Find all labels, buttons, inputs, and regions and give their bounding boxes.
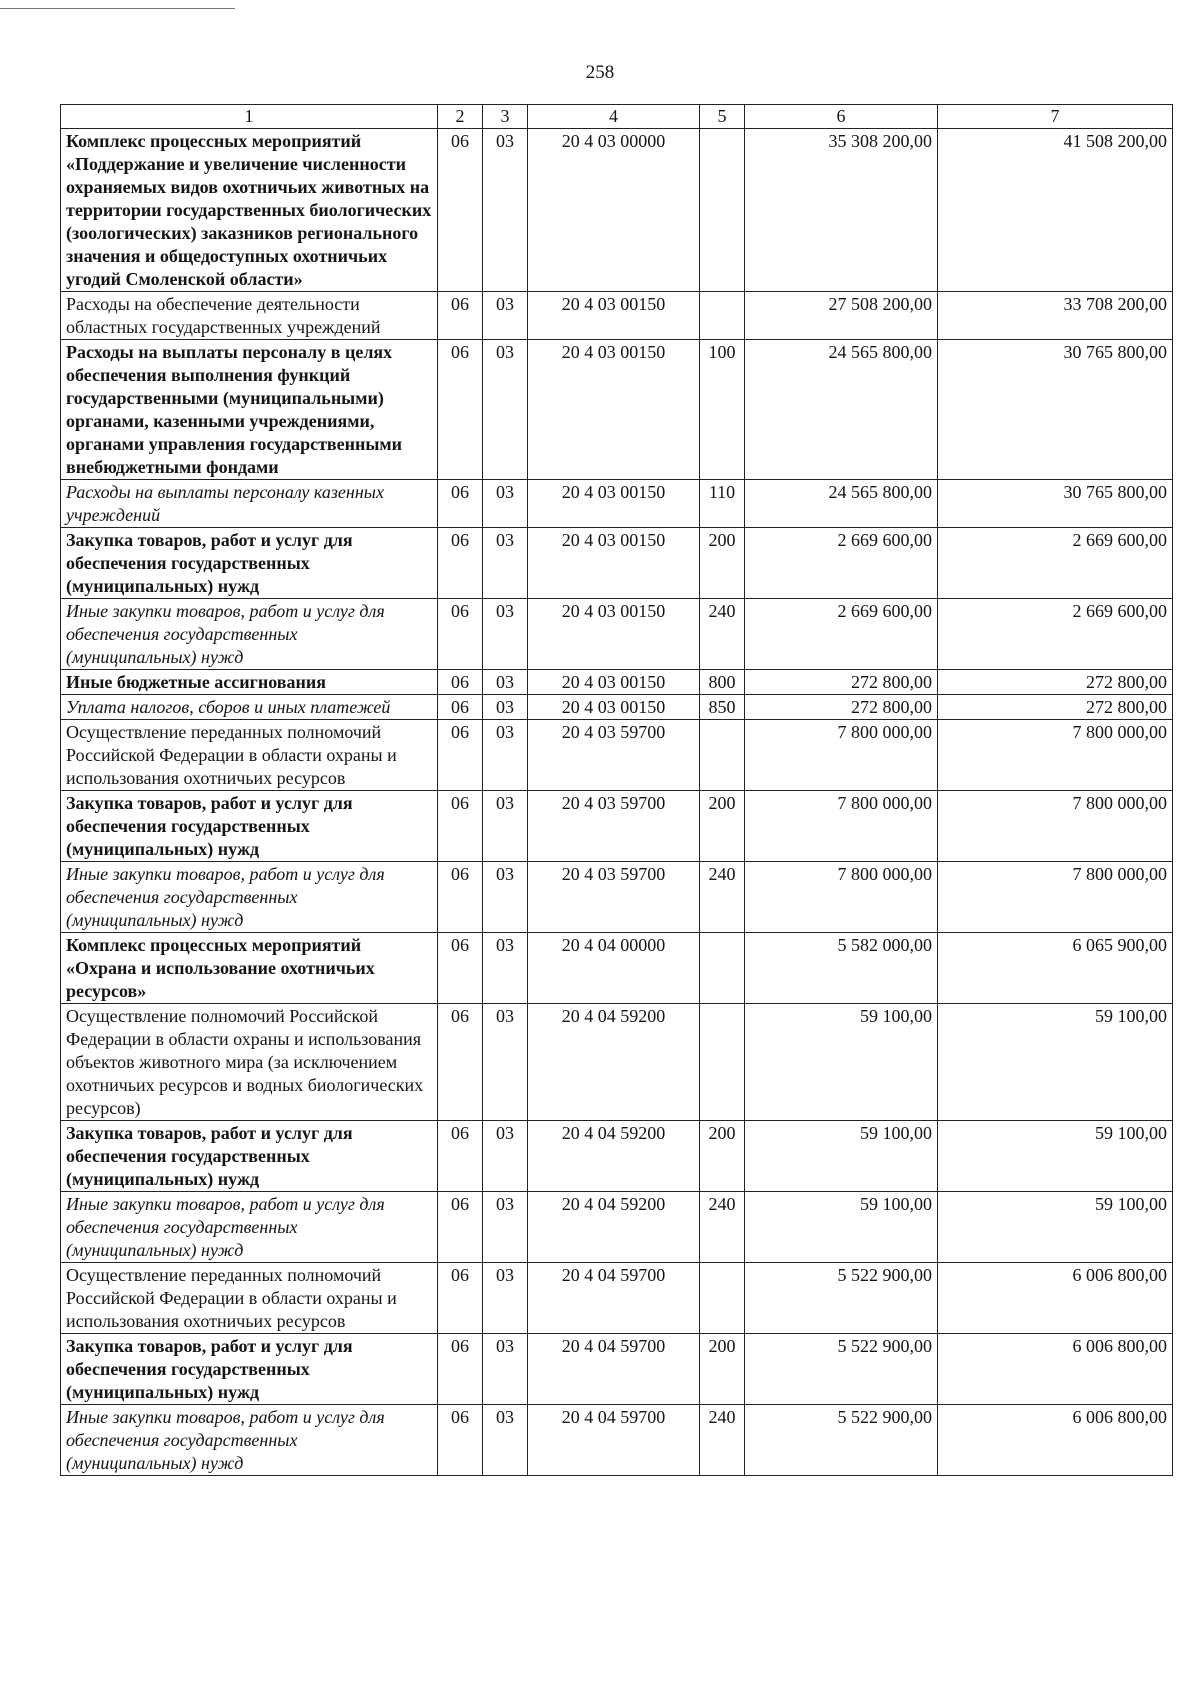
row-description: Расходы на выплаты персоналу казенных учреждений — [61, 480, 438, 528]
table-row — [61, 292, 1173, 340]
subsection-code: 03 — [483, 670, 528, 695]
column-header: 2 — [438, 105, 483, 129]
section-code: 06 — [438, 670, 483, 695]
subsection-code: 03 — [483, 720, 528, 791]
column-header: 3 — [483, 105, 528, 129]
target-article-code: 20 4 04 59200 — [528, 1004, 700, 1121]
target-article-code: 20 4 03 00150 — [528, 599, 700, 670]
target-article-code: 20 4 04 59700 — [528, 1263, 700, 1334]
table-row — [61, 599, 1173, 670]
amount-year-2: 272 800,00 — [938, 670, 1173, 695]
section-code: 06 — [438, 528, 483, 599]
row-description: Осуществление полномочий Российской Федерации в области охраны и использования объектов животного мира (за исключением охотничьих ресурсов и водных биологических ресурсов) — [61, 1004, 438, 1121]
row-description: Комплекс процессных мероприятий «Охрана и использование охотничьих ресурсов» — [61, 933, 438, 1004]
subsection-code: 03 — [483, 1004, 528, 1121]
amount-year-1: 5 582 000,00 — [745, 933, 938, 1004]
expense-type-code: 850 — [700, 695, 745, 720]
table-row — [61, 933, 1173, 1004]
amount-year-2: 59 100,00 — [938, 1121, 1173, 1192]
table-row — [61, 1405, 1173, 1476]
expense-type-code — [700, 129, 745, 292]
table-row — [61, 720, 1173, 791]
table-body — [61, 105, 1173, 1476]
amount-year-2: 7 800 000,00 — [938, 720, 1173, 791]
amount-year-2: 59 100,00 — [938, 1004, 1173, 1121]
amount-year-2: 30 765 800,00 — [938, 340, 1173, 480]
subsection-code: 03 — [483, 292, 528, 340]
target-article-code: 20 4 03 00150 — [528, 292, 700, 340]
target-article-code: 20 4 03 00150 — [528, 670, 700, 695]
table-row — [61, 528, 1173, 599]
expense-type-code: 240 — [700, 1405, 745, 1476]
subsection-code: 03 — [483, 695, 528, 720]
amount-year-2: 59 100,00 — [938, 1192, 1173, 1263]
table-row — [61, 862, 1173, 933]
table-row — [61, 1334, 1173, 1405]
section-code: 06 — [438, 1121, 483, 1192]
section-code: 06 — [438, 340, 483, 480]
row-description: Закупка товаров, работ и услуг для обеспечения государственных (муниципальных) нужд — [61, 791, 438, 862]
section-code: 06 — [438, 1405, 483, 1476]
amount-year-1: 59 100,00 — [745, 1192, 938, 1263]
subsection-code: 03 — [483, 1334, 528, 1405]
row-description: Расходы на выплаты персоналу в целях обеспечения выполнения функций государственными (муниципальными) органами, казенными учреждениями, органами управления государственными внебюджетными фондами — [61, 340, 438, 480]
subsection-code: 03 — [483, 340, 528, 480]
expense-type-code — [700, 720, 745, 791]
column-header: 5 — [700, 105, 745, 129]
amount-year-1: 59 100,00 — [745, 1121, 938, 1192]
amount-year-2: 2 669 600,00 — [938, 599, 1173, 670]
section-code: 06 — [438, 720, 483, 791]
subsection-code: 03 — [483, 862, 528, 933]
expense-type-code: 200 — [700, 791, 745, 862]
amount-year-1: 5 522 900,00 — [745, 1334, 938, 1405]
expense-type-code: 200 — [700, 1121, 745, 1192]
budget-table — [60, 104, 1173, 1476]
row-description: Расходы на обеспечение деятельности областных государственных учреждений — [61, 292, 438, 340]
amount-year-1: 272 800,00 — [745, 670, 938, 695]
amount-year-1: 272 800,00 — [745, 695, 938, 720]
expense-type-code — [700, 292, 745, 340]
table-row — [61, 791, 1173, 862]
row-description: Иные закупки товаров, работ и услуг для обеспечения государственных (муниципальных) нужд — [61, 862, 438, 933]
table-row — [61, 695, 1173, 720]
section-code: 06 — [438, 129, 483, 292]
expense-type-code: 240 — [700, 599, 745, 670]
target-article-code: 20 4 03 59700 — [528, 791, 700, 862]
target-article-code: 20 4 03 00150 — [528, 528, 700, 599]
amount-year-2: 272 800,00 — [938, 695, 1173, 720]
subsection-code: 03 — [483, 528, 528, 599]
column-header: 6 — [745, 105, 938, 129]
section-code: 06 — [438, 791, 483, 862]
expense-type-code: 200 — [700, 1334, 745, 1405]
table-row — [61, 1192, 1173, 1263]
amount-year-1: 5 522 900,00 — [745, 1263, 938, 1334]
amount-year-2: 6 006 800,00 — [938, 1263, 1173, 1334]
amount-year-2: 6 006 800,00 — [938, 1334, 1173, 1405]
row-description: Комплекс процессных мероприятий «Поддержание и увеличение численности охраняемых видов охотничьих животных на территории государственных биологических (зоологических) заказников регионального значения и общедоступных охотничьих угодий Смоленской области» — [61, 129, 438, 292]
table-row — [61, 340, 1173, 480]
target-article-code: 20 4 04 59700 — [528, 1334, 700, 1405]
subsection-code: 03 — [483, 599, 528, 670]
target-article-code: 20 4 03 59700 — [528, 862, 700, 933]
amount-year-1: 24 565 800,00 — [745, 480, 938, 528]
target-article-code: 20 4 03 00000 — [528, 129, 700, 292]
table-row — [61, 1004, 1173, 1121]
target-article-code: 20 4 03 00150 — [528, 695, 700, 720]
page-number: 258 — [585, 62, 615, 83]
section-code: 06 — [438, 933, 483, 1004]
subsection-code: 03 — [483, 129, 528, 292]
amount-year-1: 59 100,00 — [745, 1004, 938, 1121]
expense-type-code: 240 — [700, 862, 745, 933]
target-article-code: 20 4 04 59200 — [528, 1192, 700, 1263]
subsection-code: 03 — [483, 1405, 528, 1476]
row-description: Иные закупки товаров, работ и услуг для обеспечения государственных (муниципальных) нужд — [61, 1405, 438, 1476]
expense-type-code: 100 — [700, 340, 745, 480]
section-code: 06 — [438, 1004, 483, 1121]
amount-year-2: 41 508 200,00 — [938, 129, 1173, 292]
amount-year-1: 35 308 200,00 — [745, 129, 938, 292]
amount-year-2: 6 065 900,00 — [938, 933, 1173, 1004]
row-description: Закупка товаров, работ и услуг для обеспечения государственных (муниципальных) нужд — [61, 528, 438, 599]
target-article-code: 20 4 04 59700 — [528, 1405, 700, 1476]
amount-year-2: 33 708 200,00 — [938, 292, 1173, 340]
section-code: 06 — [438, 1334, 483, 1405]
section-code: 06 — [438, 1263, 483, 1334]
table-row — [61, 670, 1173, 695]
amount-year-1: 7 800 000,00 — [745, 720, 938, 791]
section-code: 06 — [438, 1192, 483, 1263]
amount-year-1: 2 669 600,00 — [745, 528, 938, 599]
amount-year-2: 7 800 000,00 — [938, 791, 1173, 862]
header-row — [61, 105, 1173, 129]
expense-type-code — [700, 1004, 745, 1121]
table-row — [61, 480, 1173, 528]
amount-year-1: 27 508 200,00 — [745, 292, 938, 340]
subsection-code: 03 — [483, 933, 528, 1004]
row-description: Иные закупки товаров, работ и услуг для обеспечения государственных (муниципальных) нужд — [61, 599, 438, 670]
table-row — [61, 129, 1173, 292]
amount-year-2: 7 800 000,00 — [938, 862, 1173, 933]
amount-year-1: 24 565 800,00 — [745, 340, 938, 480]
expense-type-code: 240 — [700, 1192, 745, 1263]
row-description: Уплата налогов, сборов и иных платежей — [61, 695, 438, 720]
amount-year-2: 2 669 600,00 — [938, 528, 1173, 599]
subsection-code: 03 — [483, 1263, 528, 1334]
amount-year-2: 6 006 800,00 — [938, 1405, 1173, 1476]
row-description: Иные закупки товаров, работ и услуг для обеспечения государственных (муниципальных) нужд — [61, 1192, 438, 1263]
column-header: 7 — [938, 105, 1173, 129]
row-description: Закупка товаров, работ и услуг для обеспечения государственных (муниципальных) нужд — [61, 1334, 438, 1405]
column-header: 1 — [61, 105, 438, 129]
subsection-code: 03 — [483, 480, 528, 528]
table-row — [61, 1121, 1173, 1192]
amount-year-2: 30 765 800,00 — [938, 480, 1173, 528]
amount-year-1: 5 522 900,00 — [745, 1405, 938, 1476]
row-description: Осуществление переданных полномочий Российской Федерации в области охраны и использования охотничьих ресурсов — [61, 1263, 438, 1334]
expense-type-code — [700, 933, 745, 1004]
section-code: 06 — [438, 862, 483, 933]
subsection-code: 03 — [483, 1121, 528, 1192]
row-description: Осуществление переданных полномочий Российской Федерации в области охраны и использования охотничьих ресурсов — [61, 720, 438, 791]
expense-type-code — [700, 1263, 745, 1334]
section-code: 06 — [438, 599, 483, 670]
target-article-code: 20 4 04 00000 — [528, 933, 700, 1004]
scan-top-rule — [0, 8, 235, 9]
target-article-code: 20 4 03 00150 — [528, 480, 700, 528]
section-code: 06 — [438, 292, 483, 340]
target-article-code: 20 4 03 00150 — [528, 340, 700, 480]
amount-year-1: 7 800 000,00 — [745, 791, 938, 862]
section-code: 06 — [438, 695, 483, 720]
expense-type-code: 200 — [700, 528, 745, 599]
row-description: Закупка товаров, работ и услуг для обеспечения государственных (муниципальных) нужд — [61, 1121, 438, 1192]
section-code: 06 — [438, 480, 483, 528]
subsection-code: 03 — [483, 791, 528, 862]
table-row — [61, 1263, 1173, 1334]
amount-year-1: 2 669 600,00 — [745, 599, 938, 670]
subsection-code: 03 — [483, 1192, 528, 1263]
row-description: Иные бюджетные ассигнования — [61, 670, 438, 695]
expense-type-code: 800 — [700, 670, 745, 695]
amount-year-1: 7 800 000,00 — [745, 862, 938, 933]
target-article-code: 20 4 03 59700 — [528, 720, 700, 791]
column-header: 4 — [528, 105, 700, 129]
target-article-code: 20 4 04 59200 — [528, 1121, 700, 1192]
expense-type-code: 110 — [700, 480, 745, 528]
